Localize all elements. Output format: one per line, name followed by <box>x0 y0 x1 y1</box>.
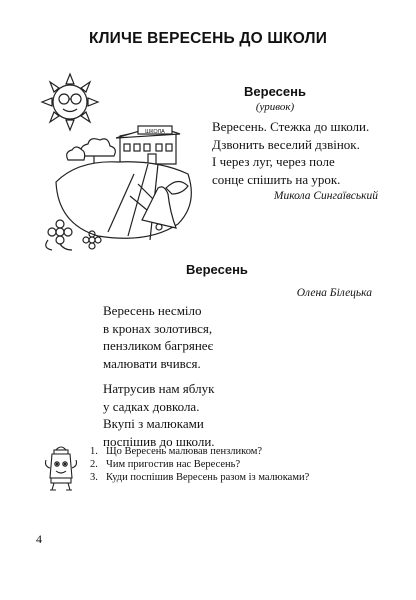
poem1-text <box>212 118 369 188</box>
poem2-line: пензликом багрянеє <box>103 338 214 353</box>
poem2-title: Вересень <box>186 262 248 277</box>
poem1-excerpt-note: (уривок) <box>255 101 295 113</box>
poem1-line: І через луг, через поле <box>212 154 335 169</box>
school-sign: ШКОЛА <box>145 129 165 135</box>
poem1-line: Вересень. Стежка до школи. <box>212 119 370 134</box>
poem1-line: сонце спішить на урок. <box>212 171 341 187</box>
question-number: 2. <box>90 459 98 471</box>
question-number: 3. <box>90 472 98 484</box>
poem2-line: в кронах золотився, <box>103 320 213 336</box>
poem2-line: поспішив до школи. <box>103 433 215 449</box>
poem2-text <box>103 302 215 450</box>
poem2-line: Вересень несміло <box>103 303 202 318</box>
poem1-title: Вересень <box>244 84 306 99</box>
poem2-line: Натрусив нам яблук <box>103 381 215 396</box>
poem2-author: Олена Білецька <box>296 287 372 299</box>
poem2-stanza <box>103 380 215 450</box>
sun-school-bell-illustration <box>38 64 198 254</box>
question-text: Що Вересень малював пензликом? <box>106 446 263 457</box>
question-item <box>90 471 309 484</box>
poem2-line: у садках довкола. <box>103 398 200 414</box>
poem1-author: Микола Сингаївський <box>273 190 378 202</box>
lantern-mascot-icon <box>44 444 78 494</box>
poem2-line: Вкупі з малюками <box>103 416 204 431</box>
question-text: Чим пригостив нас Вересень? <box>106 459 241 471</box>
page-title: КЛИЧЕ ВЕРЕСЕНЬ ДО ШКОЛИ <box>88 30 328 47</box>
question-item <box>90 445 309 458</box>
page-number: 4 <box>36 532 42 546</box>
question-text: Куди поспішив Вересень разом із малюками? <box>106 472 310 484</box>
poem2-line: малювати вчився. <box>103 355 201 371</box>
poem2-stanza <box>103 302 215 372</box>
question-number: 1. <box>90 446 98 457</box>
question-item <box>90 458 309 471</box>
poem1-line: Дзвонить веселий дзвінок. <box>212 136 360 152</box>
questions-list <box>90 445 309 485</box>
sun-icon <box>42 74 98 130</box>
